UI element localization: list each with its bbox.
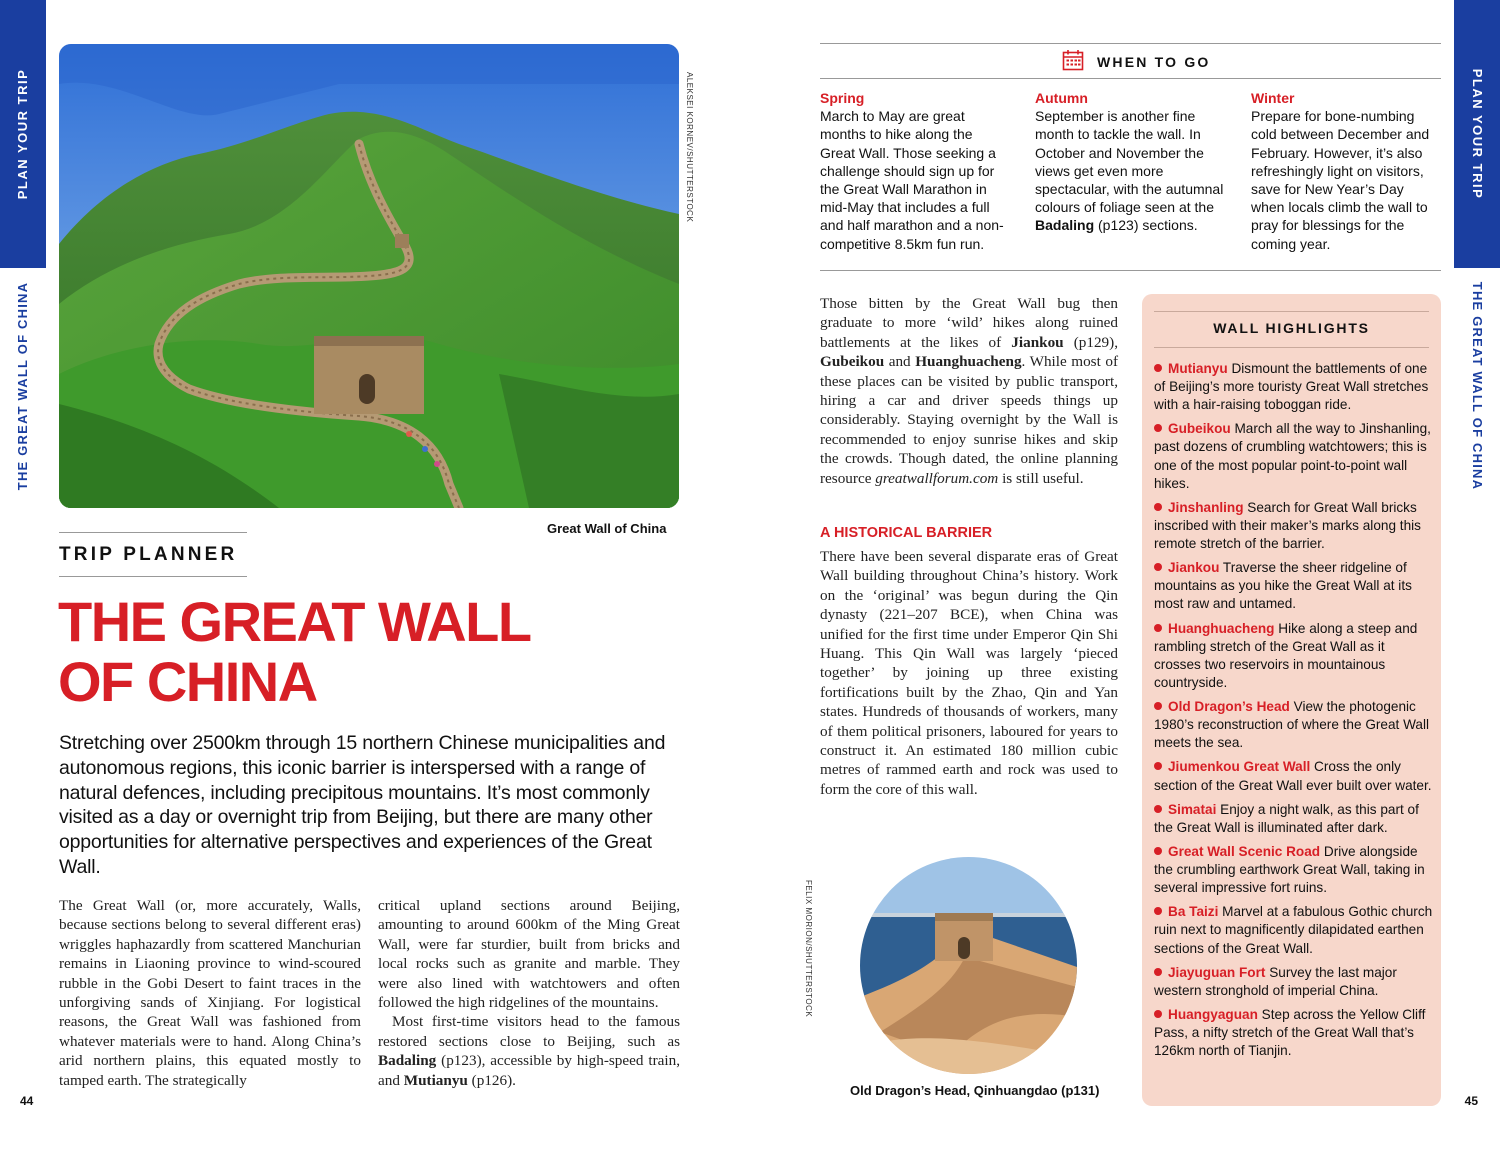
highlight-text: Dismount the battlements of one of Beijing’s more touristy Great Wall stretches with a hair-raising toboggan ride.	[1154, 361, 1429, 413]
wall-highlights-box	[1142, 294, 1441, 1106]
body-column-1	[59, 896, 361, 1090]
highlight-text: Enjoy a night walk, as this part of the Great Wall is illuminated after dark.	[1154, 801, 1419, 835]
highlight-name: Simatai	[1168, 801, 1217, 817]
highlight-text: Cross the only section of the Great Wall ever built over water.	[1154, 759, 1432, 793]
highlight-item	[1154, 843, 1434, 897]
highlight-name: Great Wall Scenic Road	[1168, 844, 1321, 859]
highlight-item	[1154, 758, 1434, 794]
place-mutianyu: Mutianyu	[403, 1071, 468, 1089]
highlight-text: Survey the last major western stronghold of imperial China.	[1154, 964, 1397, 998]
intro-paragraph: Stretching over 2500km through 15 northern Chinese municipalities and autonomous regions, this iconic barrier is interspersed with a range of natural defences, including precipitous mountains. It’s most commonly visited as a day or overnight trip from Beijing, but there are many other opportunities for alternative perspectives and experiences of the Great Wall.	[59, 732, 666, 878]
bullet-icon	[1154, 503, 1162, 511]
highlight-name: Huangyaguan	[1168, 1007, 1258, 1023]
round-photo	[860, 857, 1077, 1074]
divider	[59, 532, 247, 533]
bullet-icon	[1154, 563, 1162, 571]
highlight-name: Jinshanling	[1168, 499, 1244, 515]
highlight-item	[1154, 698, 1434, 752]
highlight-text: March all the way to Jinshanling, past dozens of crumbling watchtowers; this is one of the most popular point-to-point wall hikes.	[1154, 421, 1431, 491]
right-side-tab	[1454, 0, 1500, 1154]
highlight-item	[1154, 360, 1434, 414]
highlight-name: Old Dragon’s Head	[1168, 699, 1290, 715]
highlight-item	[1154, 559, 1434, 613]
body-paragraph: The Great Wall (or, more accurately, Walls, because sections belong to several different eras) wriggles haphazardly from scattered Manchurian remains in Liaoning province to wind-scoured rubble in the Gobi Desert to faint traces in the unforgiving sands of Xinjiang. For logistical reasons, the Great Wall was fashioned from whatever materials were to hand. Along China’s arid northern plains, this equated mostly to tamped earth. The strategically	[59, 897, 361, 1089]
round-photo-credit: FELIX MORION/SHUTTERSTOCK	[804, 880, 813, 1018]
bullet-icon	[1154, 702, 1162, 710]
highlight-name: Jiayuguan Fort	[1168, 964, 1266, 980]
page-number-left: 44	[20, 1094, 34, 1108]
highlight-text: Traverse the sheer ridgeline of mountains as you hike the Great Wall at its most raw and untamed.	[1154, 560, 1412, 612]
section-subheading: A HISTORICAL BARRIER	[820, 525, 993, 541]
calendar-icon	[1062, 49, 1084, 71]
left-side-tab	[0, 0, 46, 1154]
bullet-icon	[1154, 364, 1162, 372]
page-title	[58, 592, 718, 712]
highlight-text: Marvel at a fabulous Gothic church ruin next to magnificently dilapidated earthen sections of the Great Wall.	[1154, 904, 1433, 956]
round-photo-caption: Old Dragon’s Head, Qinhuangdao (p131)	[850, 1083, 1100, 1098]
season-text: March to May are great months to hike along the Great Wall. Those seeking a challenge should sign up for the Great Wall Marathon in mid-May that includes a full and half marathon and a non-competitive 8.5km fun run.	[820, 108, 1004, 252]
section-tab-label: PLAN YOUR TRIP	[15, 68, 30, 200]
body-paragraph: There have been several disparate eras of Great Wall building throughout China’s history. Work on the ‘original’ was begun during the Qin dynasty (221–207 BCE), when China was unified for the first time under Emperor Qin Shi Huang. This Qin Wall was largely ‘pieced together’ by joining up three existing fortifications built by the Zhao, Qin and Yan states. Hundreds of thousands of workers, many of them political prisoners, laboured for years to construct it. An estimated 180 million cubic metres of rammed earth and rock was used to form the core of this wall.	[820, 548, 1118, 798]
bullet-icon	[1154, 424, 1162, 432]
season-name: Winter	[1251, 90, 1295, 106]
divider	[820, 270, 1441, 271]
highlight-item	[1154, 1006, 1434, 1060]
season-text: September is another fine month to tackle the wall. In October and November the views get even more spectacular, with the autumnal colours of foliage seen at the	[1035, 108, 1224, 216]
highlights-list	[1154, 360, 1434, 1066]
season-name: Spring	[820, 90, 865, 106]
season-text: Prepare for bone-numbing cold between December and February. However, it’s also refreshingly light on visitors, save for New Year’s Day when locals climb the wall to pray for blessings for the coming year.	[1251, 108, 1430, 252]
highlight-item	[1154, 620, 1434, 692]
highlight-item	[1154, 420, 1434, 492]
highlights-title: WALL HIGHLIGHTS	[1213, 320, 1370, 336]
chapter-tab-label: THE GREAT WALL OF CHINA	[1470, 281, 1485, 491]
page-number-right: 45	[1464, 1094, 1478, 1108]
section-tab-label: PLAN YOUR TRIP	[1470, 68, 1485, 200]
body-paragraph: Most first-time visitors head to the famous restored sections close to Beijing, such as Badaling (p123), accessible by high-speed train, and Mutianyu (p126).	[378, 1013, 680, 1089]
highlight-item	[1154, 964, 1434, 1000]
highlight-text: Hike along a steep and rambling stretch of the Great Wall as it crosses two reservoirs in mountainous countryside.	[1154, 620, 1418, 690]
hero-caption: Great Wall of China	[547, 521, 667, 536]
body-paragraph: Those bitten by the Great Wall bug then graduate to more ‘wild’ hikes along ruined battlements at the likes of Jiankou (p129), Gubeikou and Huanghuacheng. While most of these places can be visited by public transport, hiring a car and driver speeds things up considerably. Staying overnight by the Wall is recommended to enjoy sunrise hikes and skip the crowds. Though dated, the online planning resource greatwallforum.com is still useful.	[820, 295, 1118, 487]
old-dragons-head-illustration	[860, 857, 1077, 1074]
place-jiankou: Jiankou	[1011, 333, 1064, 351]
divider	[820, 43, 1441, 44]
bullet-icon	[1154, 968, 1162, 976]
divider	[820, 78, 1441, 79]
bullet-icon	[1154, 847, 1162, 855]
section-label: TRIP PLANNER	[59, 544, 238, 565]
divider	[1154, 311, 1429, 312]
body-paragraph: critical upland sections around Beijing, amounting to around 600km of the Ming Great Wall, were far sturdier, built from bricks and local rocks such as granite and marble. They were also lined with watchtowers and often followed the high ridgelines of the mountains.	[378, 897, 680, 1012]
highlight-item	[1154, 903, 1434, 957]
title-line-1: THE GREAT WALL	[58, 590, 531, 653]
season-autumn: Autumn September is another fine month to tackle the wall. In October and November the views get even more spectacular, with the autumnal colours of foliage seen at the Badaling (p123) sections.	[1035, 90, 1224, 234]
bullet-icon	[1154, 624, 1162, 632]
great-wall-illustration	[59, 44, 679, 508]
highlight-text: Step across the Yellow Cliff Pass, a nifty stretch of the Great Wall that’s 126km north of Tianjin.	[1154, 1007, 1426, 1059]
divider	[1154, 347, 1429, 348]
hero-photo	[59, 44, 679, 508]
bullet-icon	[1154, 762, 1162, 770]
highlight-text: Drive alongside the crumbling earthwork Great Wall, taking in several impressive fort ruins.	[1154, 844, 1425, 896]
highlight-name: Mutianyu	[1168, 361, 1228, 376]
season-winter	[1251, 89, 1441, 253]
bullet-icon	[1154, 1010, 1162, 1018]
season-spring	[820, 89, 1010, 253]
title-line-2: OF CHINA	[58, 650, 317, 713]
when-to-go-title: WHEN TO GO	[1097, 54, 1211, 70]
highlight-name: Ba Taizi	[1168, 904, 1219, 920]
chapter-tab	[1454, 276, 1500, 496]
section-tab	[0, 0, 46, 268]
body-column-3	[820, 294, 1118, 488]
place-gubeikou: Gubeikou	[820, 353, 885, 371]
chapter-tab	[0, 276, 46, 496]
place-badaling: Badaling	[1035, 217, 1095, 234]
bullet-icon	[1154, 907, 1162, 915]
hero-photo-credit: ALEKSEI KORNEV/SHUTTERSTOCK	[685, 72, 694, 223]
chapter-tab-label: THE GREAT WALL OF CHINA	[15, 281, 30, 491]
place-huanghuacheng: Huanghuacheng	[915, 353, 1022, 371]
body-column-2	[378, 896, 680, 1090]
highlight-text: View the photogenic 1980’s reconstruction of where the Great Wall meets the sea.	[1154, 699, 1430, 751]
body-column-3b	[820, 547, 1118, 799]
place-badaling: Badaling	[378, 1052, 437, 1070]
highlight-name: Huanghuacheng	[1168, 620, 1275, 636]
section-tab	[1454, 0, 1500, 268]
divider	[59, 576, 247, 577]
highlight-name: Gubeikou	[1168, 421, 1231, 437]
bullet-icon	[1154, 805, 1162, 813]
highlight-name: Jiankou	[1168, 560, 1220, 576]
highlight-item	[1154, 801, 1434, 837]
highlight-item	[1154, 499, 1434, 553]
website-reference: greatwallforum.com	[875, 469, 999, 487]
highlight-text: Search for Great Wall bricks inscribed with their maker’s marks along this remote stretch of the barrier.	[1154, 499, 1421, 552]
season-name: Autumn	[1035, 90, 1088, 106]
highlight-name: Jiumenkou Great Wall	[1168, 759, 1311, 775]
